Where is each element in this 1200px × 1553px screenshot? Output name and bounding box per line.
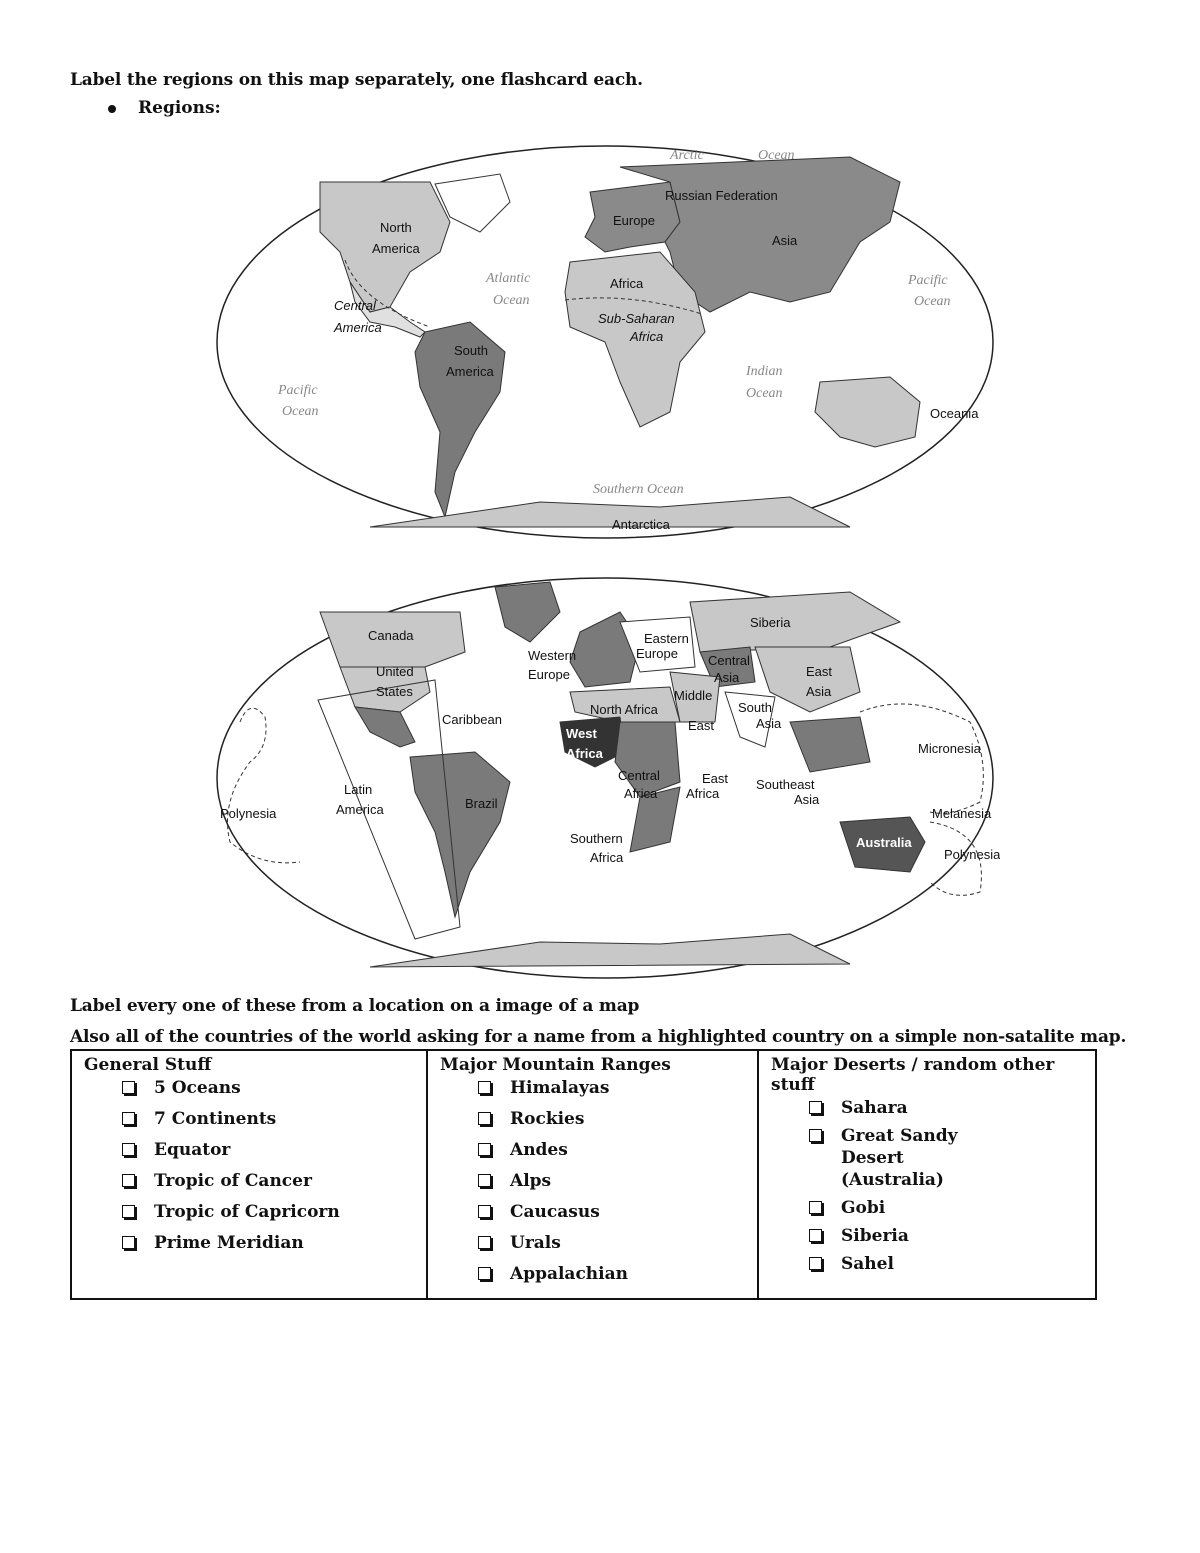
map1-oceania-label: Oceania (930, 406, 979, 421)
checkbox-icon[interactable] (478, 1112, 491, 1125)
checkbox-icon[interactable] (122, 1205, 135, 1218)
map2-polynesia-west-label: Polynesia (220, 806, 277, 821)
checklist-item[interactable]: Tropic of Capricorn (122, 1201, 414, 1223)
checklist-item[interactable]: Gobi (809, 1197, 1083, 1219)
map2-east-asia-label-b: Asia (806, 684, 832, 699)
map1-antarctica-label: Antarctica (612, 517, 670, 532)
checklist-item[interactable]: Rockies (478, 1108, 745, 1130)
checkbox-icon[interactable] (122, 1081, 135, 1094)
map2-west-africa-label-b: Africa (566, 746, 603, 761)
map2-central-africa-label-b: Africa (624, 786, 658, 801)
map2-caribbean-label: Caribbean (442, 712, 502, 727)
map2-siberia-label: Siberia (750, 615, 791, 630)
instruction-line-2: Also all of the countries of the world asking for a name from a highlighted country on a simple non-satalite map. (70, 1027, 1127, 1047)
checkbox-icon[interactable] (478, 1236, 491, 1249)
map1-pacific-east-label-b: Ocean (914, 294, 951, 309)
map2-middle-east-label-a: Middle (674, 688, 713, 703)
checkbox-icon[interactable] (809, 1101, 822, 1114)
map1-atlantic-label-b: Ocean (493, 293, 530, 308)
checklist-item[interactable]: Equator (122, 1139, 414, 1161)
checkbox-icon[interactable] (122, 1143, 135, 1156)
checklist-item[interactable]: Appalachian (478, 1263, 745, 1285)
map2-us-label-b: States (376, 684, 413, 699)
general-stuff-column (71, 1050, 427, 1299)
instruction-line-1: Label every one of these from a location on a image of a map (70, 996, 640, 1016)
checklist-item[interactable]: Tropic of Cancer (122, 1170, 414, 1192)
checkbox-icon[interactable] (809, 1229, 822, 1242)
map2-east-africa-label-b: Africa (686, 786, 720, 801)
map1-north-america-label-b: America (372, 241, 420, 256)
world-subregions-map (210, 572, 1000, 984)
map2-canada-label: Canada (368, 628, 414, 643)
map2-eastern-europe-label-b: Europe (636, 646, 678, 661)
map2-east-africa-label-a: East (702, 771, 729, 786)
map1-pacific-west-label-b: Ocean (282, 404, 319, 419)
mountain-ranges-column (427, 1050, 758, 1299)
map1-africa-label: Africa (610, 276, 644, 291)
checklist-item[interactable]: Sahel (809, 1253, 1083, 1275)
map2-central-asia-label-b: Asia (714, 670, 740, 685)
checkbox-icon[interactable] (478, 1174, 491, 1187)
checkbox-icon[interactable] (478, 1267, 491, 1280)
checkbox-icon[interactable] (122, 1174, 135, 1187)
map2-central-asia-label-a: Central (708, 653, 750, 668)
checkbox-icon[interactable] (122, 1236, 135, 1249)
map2-us-label-a: United (376, 664, 414, 679)
map2-southeast-asia-label-a: Southeast (756, 777, 815, 792)
map1-central-america-label-a: Central (334, 298, 376, 313)
mountain-ranges-title: Major Mountain Ranges (440, 1055, 671, 1075)
map2-south-asia-label-b: Asia (756, 716, 782, 731)
deserts-title: Major Deserts / random other stuff (771, 1055, 1055, 1095)
map2-polynesia-east-label: Polynesia (944, 847, 1000, 862)
map2-south-asia-label-a: South (738, 700, 772, 715)
map1-central-america-label-b: America (334, 320, 382, 335)
bullet-icon (108, 105, 116, 113)
map2-latin-america-label-a: Latin (344, 782, 373, 797)
map2-australia-label: Australia (856, 835, 912, 850)
checkbox-icon[interactable] (122, 1112, 135, 1125)
map2-western-europe-label-a: Western (528, 648, 577, 663)
map2-latin-america-label-b: America (336, 802, 384, 817)
map1-pacific-east-label-a: Pacific (908, 273, 948, 288)
checkbox-icon[interactable] (478, 1205, 491, 1218)
map1-indian-label-b: Ocean (746, 386, 783, 401)
map2-middle-east-label-b: East (688, 718, 715, 733)
checkbox-icon[interactable] (478, 1143, 491, 1156)
checkbox-icon[interactable] (809, 1201, 822, 1214)
checklist-item[interactable]: Andes (478, 1139, 745, 1161)
map2-southern-africa-label-a: Southern (570, 831, 623, 846)
map1-europe-label: Europe (613, 213, 655, 228)
general-stuff-title: General Stuff (84, 1055, 212, 1075)
map2-western-europe-label-b: Europe (528, 667, 570, 682)
map1-arctic-label-a: Arctic (670, 148, 704, 163)
map1-arctic-label-b: Ocean (758, 148, 795, 163)
checklist-item[interactable]: Prime Meridian (122, 1232, 414, 1254)
checklist-item[interactable]: Sahara (809, 1097, 1083, 1119)
map2-southeast-asia-label-b: Asia (794, 792, 820, 807)
checklist-item[interactable]: Urals (478, 1232, 745, 1254)
checkbox-icon[interactable] (809, 1257, 822, 1270)
checklist-item[interactable]: Caucasus (478, 1201, 745, 1223)
checklist-item[interactable]: Himalayas (478, 1077, 745, 1099)
map1-sub-saharan-label-b: Africa (630, 329, 664, 344)
map1-sub-saharan-label-a: Sub-Saharan (598, 311, 675, 326)
study-checklist-table (70, 1049, 1097, 1300)
map2-melanesia-label: Melanesia (932, 806, 992, 821)
map2-eastern-europe-label-a: Eastern (644, 631, 689, 646)
map1-south-america-label-a: South (454, 343, 488, 358)
checklist-item[interactable]: Siberia (809, 1225, 1083, 1247)
map2-southern-africa-label-b: Africa (590, 850, 624, 865)
map2-micronesia-label: Micronesia (918, 741, 981, 756)
checklist-item[interactable]: 5 Oceans (122, 1077, 414, 1099)
map2-west-africa-label-a: West (566, 726, 597, 741)
world-regions-map (210, 142, 1000, 542)
map1-asia-label: Asia (772, 233, 798, 248)
map2-north-africa-label: North Africa (590, 702, 658, 717)
instruction-heading: Label the regions on this map separately, one flashcard each. (70, 70, 643, 90)
deserts-column (758, 1050, 1096, 1299)
regions-label: Regions: (138, 98, 221, 118)
checklist-item[interactable]: Alps (478, 1170, 745, 1192)
map1-russia-label: Russian Federation (665, 188, 778, 203)
map2-central-africa-label-a: Central (618, 768, 660, 783)
map1-south-america-label-b: America (446, 364, 494, 379)
map1-pacific-west-label-a: Pacific (278, 383, 318, 398)
checklist-item[interactable]: 7 Continents (122, 1108, 414, 1130)
checklist-item[interactable]: Great Sandy Desert (Australia) (809, 1125, 961, 1191)
checkbox-icon[interactable] (809, 1129, 822, 1142)
map-1-svg (210, 142, 1000, 542)
map2-brazil-label: Brazil (465, 796, 498, 811)
map-2-svg (210, 572, 1000, 984)
map1-indian-label-a: Indian (746, 364, 783, 379)
regions-bullet (108, 98, 221, 118)
checkbox-icon[interactable] (478, 1081, 491, 1094)
map2-east-asia-label-a: East (806, 664, 833, 679)
map1-north-america-label-a: North (380, 220, 412, 235)
map1-atlantic-label-a: Atlantic (486, 271, 531, 286)
map1-southern-ocean-label: Southern Ocean (593, 482, 684, 497)
